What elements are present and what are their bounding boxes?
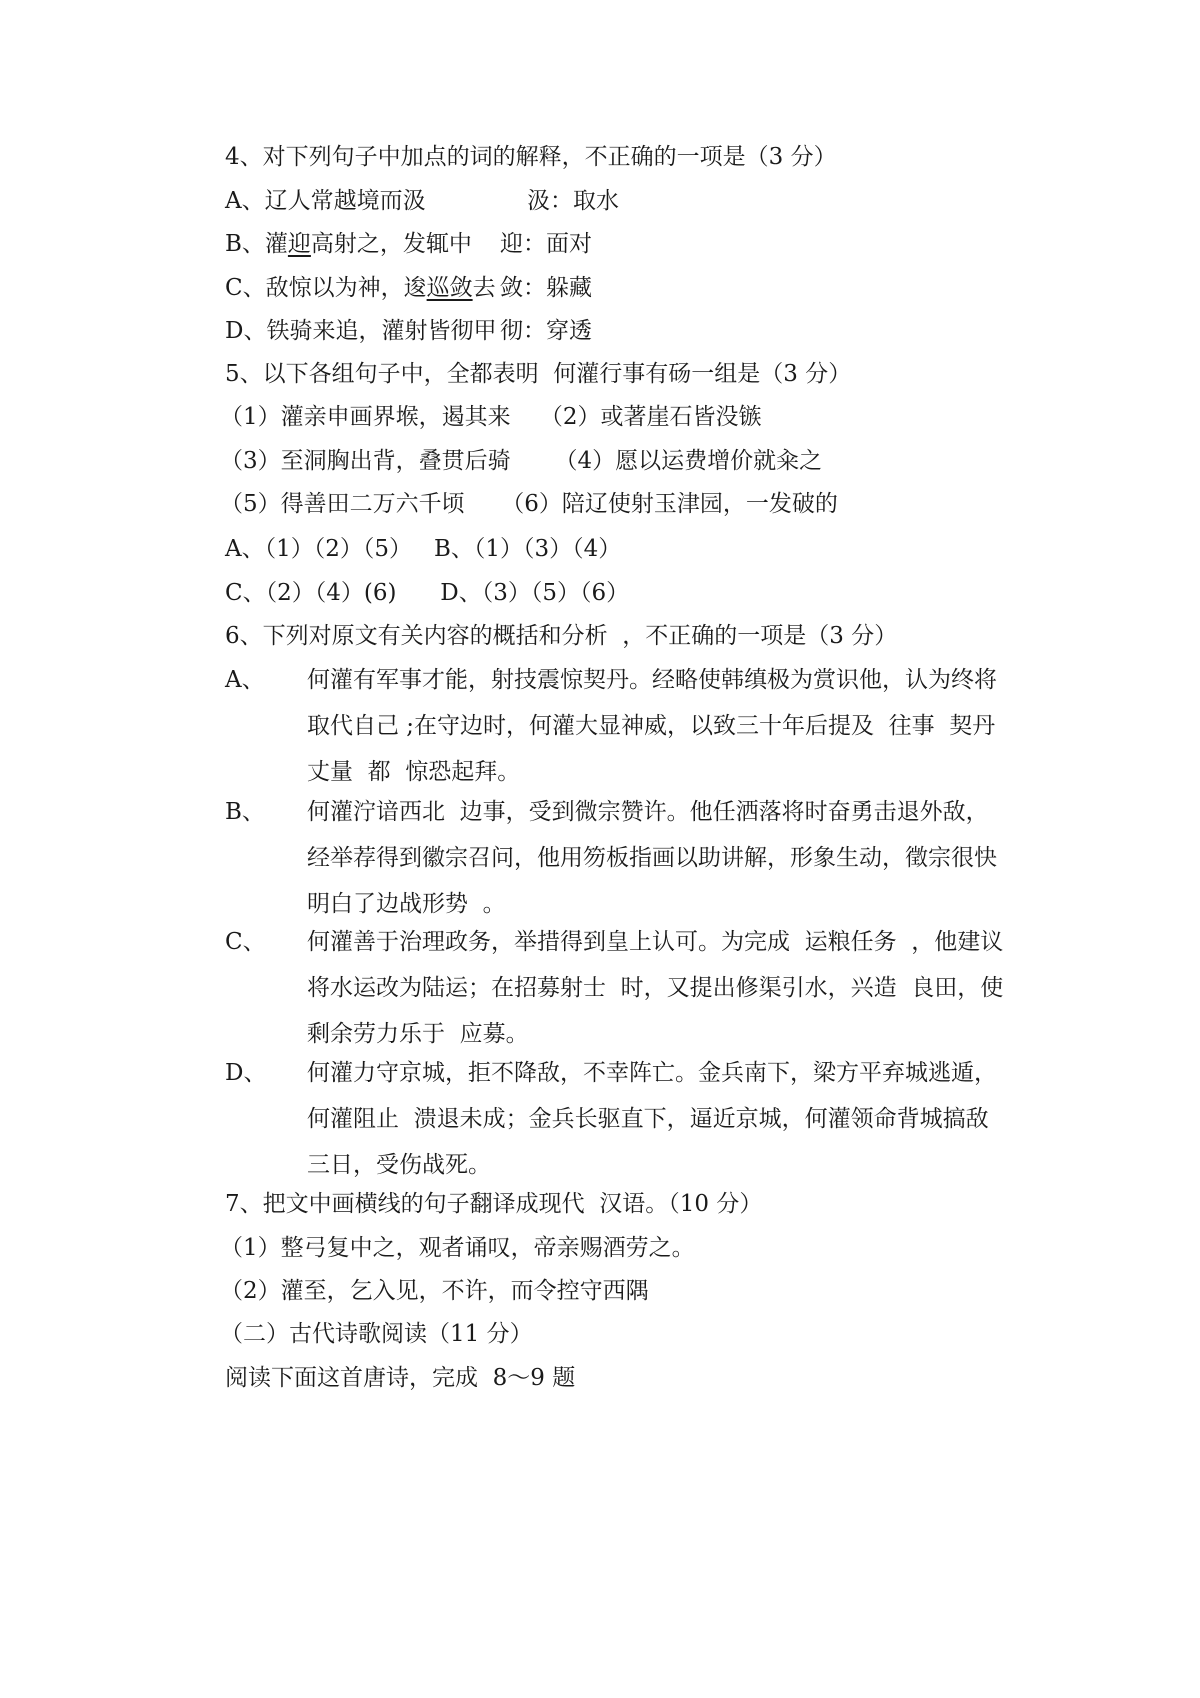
q6-b-line: 经举荐得到徽宗召问，他用笏板指画以助讲解，形象生动，徵宗很快	[307, 845, 997, 871]
q5-stem: 5、以下各组句子中，全都表明 何灌行事有砀一组是（3 分）	[225, 361, 852, 387]
q5-row-2: （3）至洞胸出背，叠贯后骑 （4）愿以运费增价就籴之	[220, 448, 823, 474]
q4-c-pre: C、敌惊以为神，逡	[225, 275, 427, 301]
q4-b-marked-word: 迎	[287, 231, 311, 257]
q6-a-line: 取代自己 ;在守边时，何灌大显神威，以致三十年后提及 往事 契丹	[307, 713, 996, 739]
section-title: （二）古代诗歌阅读（11 分）	[220, 1321, 533, 1347]
q4-c-gloss: 敛：躲藏	[500, 275, 592, 301]
q4-b-pre: B、灌	[225, 231, 288, 257]
q7-sentence-2: （2）灌至，乞入见，不许，而令控守西隅	[220, 1278, 649, 1304]
q6-d-line: 何灌力守京城，拒不降敌，不幸阵亡。金兵南下，梁方平弃城逃遁，	[307, 1060, 997, 1086]
q5-row-3: （5）得善田二万六千顷 （6）陪辽使射玉津园，一发破的	[220, 491, 838, 517]
section-instruction: 阅读下面这首唐诗，完成 8～9 题	[225, 1365, 576, 1391]
q6-b-label: B、	[225, 799, 265, 825]
q6-stem: 6、下列对原文有关内容的概括和分析 ，不正确的一项是（3 分）	[225, 623, 898, 649]
q4-a-text: A、辽人常越境而汲	[225, 188, 426, 214]
q6-a-line: 何灌有军事才能，射技震惊契丹。经略使韩缜极为赏识他，认为终将	[307, 667, 997, 693]
q4-option-d	[225, 316, 592, 346]
q5-row-1: （1）灌亲申画界堠，遏其来 （2）或著崖石皆没镞	[220, 404, 762, 430]
q6-c-line: 剩余劳力乐于 应募。	[307, 1021, 529, 1047]
q4-c-marked-word: 巡敛	[426, 275, 473, 301]
q6-c-label: C、	[225, 929, 266, 955]
q4-stem: 4、对下列句子中加点的词的解释，不正确的一项是（3 分）	[225, 144, 837, 170]
q6-d-line: 何灌阻止 溃退未成；金兵长驱直下，逼近京城，何灌领命背城搞敌	[307, 1106, 989, 1132]
q6-c-line: 将水运改为陆运；在招募射士 时，又提出修渠引水，兴造 良田，使	[307, 975, 1004, 1001]
q6-b-line: 何灌泞谙西北 边事，受到微宗赞许。他任洒落将时奋勇击退外敌，	[307, 799, 989, 825]
q7-stem: 7、把文中画横线的句子翻译成现代 汉语。（10 分）	[225, 1191, 763, 1217]
q6-a-line: 丈量 都 惊恐起拜。	[307, 759, 521, 785]
q6-a-label: A、	[225, 667, 265, 693]
q4-b-gloss: 迎：面对	[500, 231, 592, 257]
q6-d-label: D、	[225, 1060, 267, 1086]
q4-d-gloss: 彻：穿透	[500, 318, 592, 344]
q4-option-b	[225, 229, 592, 259]
q6-d-line: 三日，受伤战死。	[307, 1152, 491, 1178]
q5-options-c-d: C、（2）（4）(6) D、（3）（5）（6）	[225, 580, 630, 606]
q6-b-line: 明白了边战形势 。	[307, 891, 506, 917]
q5-options-a-b: A、（1）（2）（5） B、（1）（3）（4）	[225, 536, 622, 562]
q6-c-line: 何灌善于治理政务，举措得到皇上认可。为完成 运粮任务 ，他建议	[307, 929, 1004, 955]
q4-b-post: 高射之，发辄中	[310, 231, 472, 257]
q4-a-gloss: 汲：取水	[527, 188, 619, 214]
q4-option-c	[225, 273, 592, 303]
q4-c-post: 去	[472, 275, 496, 301]
q7-sentence-1: （1）整弓复中之，观者诵叹，帝亲赐酒劳之。	[220, 1235, 695, 1261]
q4-option-a	[225, 186, 619, 216]
q4-d-text: D、铁骑来追，灌射皆彻甲	[225, 318, 497, 344]
